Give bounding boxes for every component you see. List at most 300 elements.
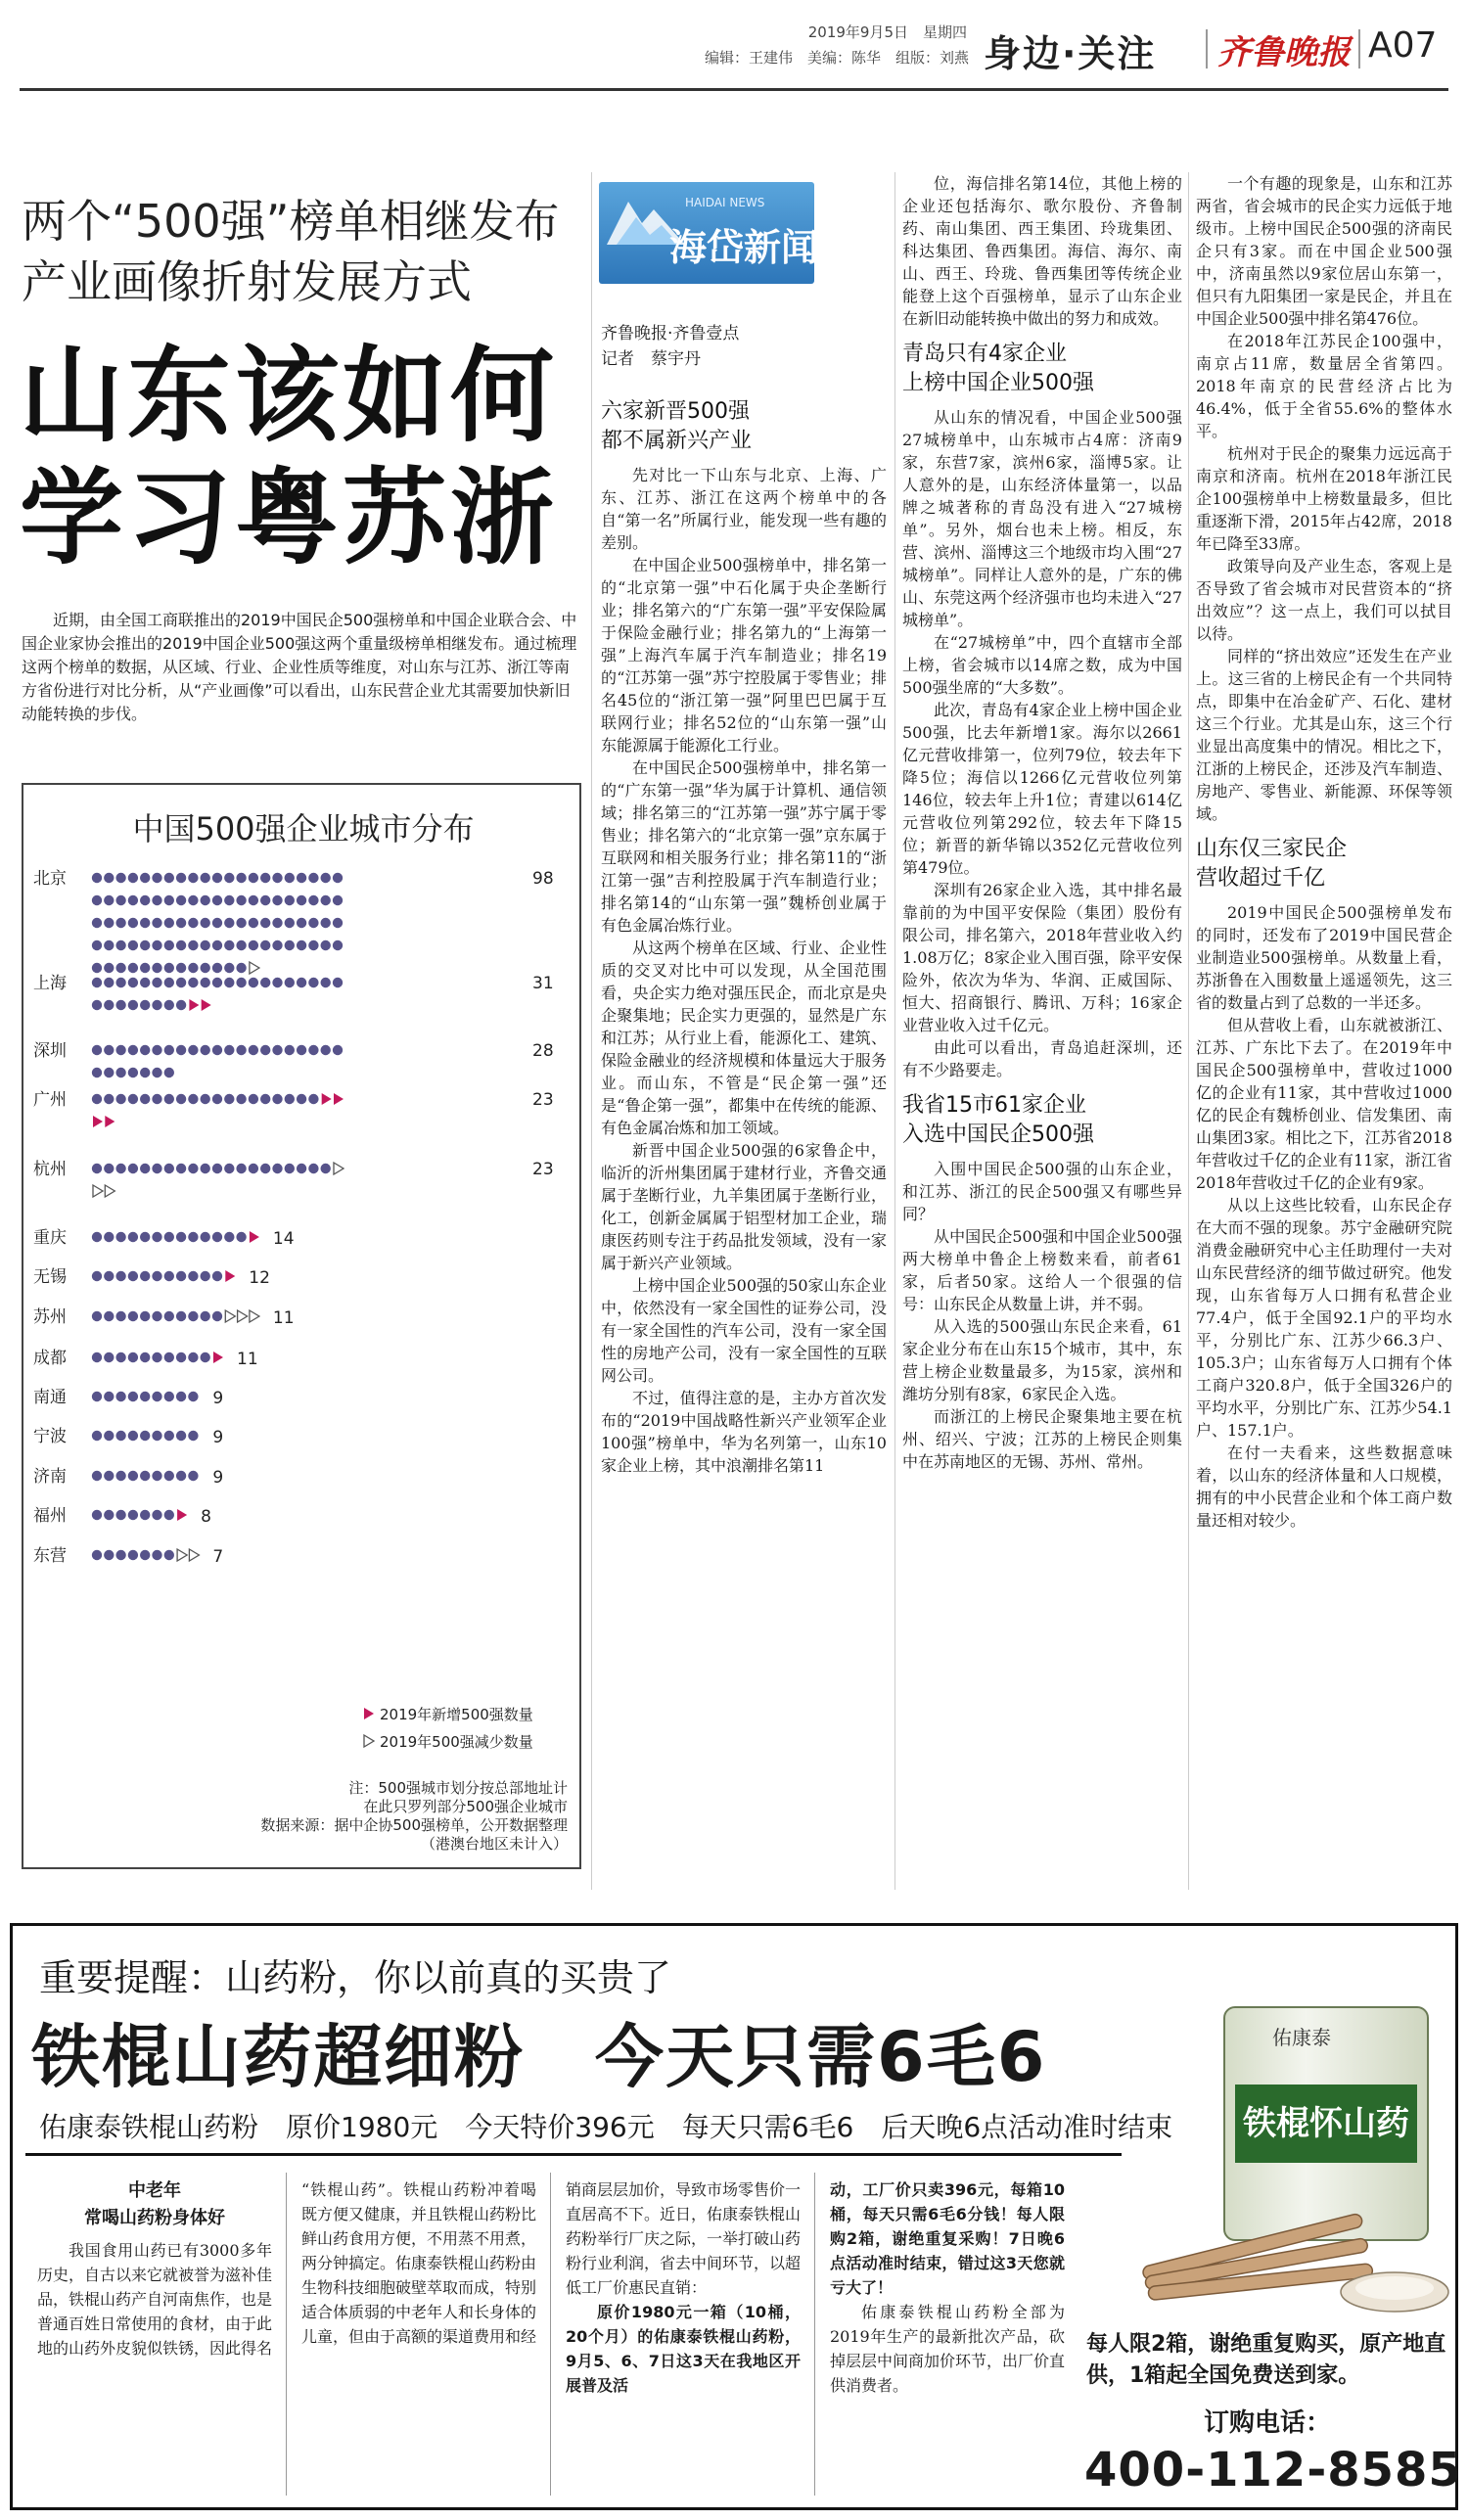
chart-city-label: 宁波 [33,1427,67,1446]
chart-dot [104,1471,114,1481]
chart-dot [128,1471,138,1481]
chart-dot [164,978,174,987]
chart-value-label: 98 [532,869,554,889]
byline-outlet: 齐鲁晚报·齐鲁壹点 [601,324,740,344]
chart-new-marker [93,1116,103,1127]
chart-dot [104,1094,114,1104]
chart-dot [308,895,318,905]
chart-city-label: 广州 [33,1090,67,1110]
chart-note: （港澳台地区未计入） [420,1835,568,1853]
chart-dot [176,963,186,973]
chart-dot [140,978,150,987]
chart-dot [297,940,306,950]
chart-note: 注：500强城市划分按总部地址计 [348,1779,568,1797]
chart-dot [188,1045,198,1055]
column-rule [1188,172,1189,1890]
chart-title: 中国500强企业城市分布 [132,810,475,848]
chart-dot [115,1392,125,1401]
editor-credits: 编辑：王建伟 美编：陈华 组版：刘燕 [704,49,969,67]
ad-title: 铁棍山药超细粉 今天只需6毛6 [31,2017,1047,2097]
chart-dot [285,895,295,905]
masthead-divider [1358,29,1360,69]
chart-dot [333,978,343,987]
chart-dot [152,1311,161,1321]
chart-dot [164,918,174,928]
chart-dot [128,1311,138,1321]
chart-city-label: 无锡 [33,1267,67,1287]
chart-dot [176,1164,186,1173]
chart-dot [92,1510,102,1520]
chart-dot [201,1352,210,1362]
chart-note: 数据来源：据中企协500强榜单，公开数据整理 [260,1816,568,1834]
chart-dot [321,873,331,883]
chart-dot [152,1392,161,1401]
chart-dot [272,895,282,905]
chart-new-marker [177,1509,187,1521]
chart-value-label: 12 [249,1268,270,1288]
chart-dot [128,1510,138,1520]
chart-new-marker [322,1093,332,1105]
chart-dot [164,1164,174,1173]
chart-dot [164,1392,174,1401]
chart-dot [140,1232,150,1242]
chart-drop-marker [177,1549,187,1561]
chart-dot [285,918,295,928]
chart-dot [321,918,331,928]
chart-dot [115,940,125,950]
chart-dot [128,1431,138,1441]
chart-dot [308,940,318,950]
product-can-brand: 佑康泰 [1272,2026,1331,2049]
chart-dot [104,1164,114,1173]
chart-city-label: 福州 [33,1506,67,1526]
chart-drop-marker [105,1185,115,1197]
chart-city-label: 东营 [33,1546,67,1566]
chart-dot [164,940,174,950]
ad-column-rule [814,2173,815,2496]
chart-dot [188,918,198,928]
chart-dot [321,978,331,987]
headline-line-2: 产业画像折射发展方式 [22,255,472,308]
section-title: 身边·关注 [984,32,1157,75]
lead-paragraph: 近期，由全国工商联推出的2019中国民企500强榜单和中国企业联合会、中国企业家协会推出的2019中国企业500强这两个重量级榜单相继发布。通过梳理这两个榜单的数据，从区域、行业、企业性质等维度，对山东与江苏、浙江等南方省份进行对比分析，从“产业画像”可以看出，山东民营企业尤其需要加快新旧动能转换的步伐。 [22,611,577,723]
chart-dot [212,940,222,950]
chart-dot [249,940,258,950]
chart-new-marker [225,1270,235,1282]
chart-city-label: 北京 [33,869,67,889]
ad-phone-number: 400-112-8585 [1084,2443,1462,2497]
chart-dot [128,895,138,905]
yam-illustration [1130,2202,1453,2319]
chart-dot [176,918,186,928]
chart-dot [92,1550,102,1560]
chart-dot [152,940,161,950]
chart-dot [224,978,234,987]
chart-dot [152,1471,161,1481]
chart-dot [152,873,161,883]
chart-dot [201,1232,210,1242]
chart-dot [188,1271,198,1281]
chart-dot [140,1068,150,1077]
chart-dot [176,1392,186,1401]
chart-dot [224,895,234,905]
chart-dot [201,1094,210,1104]
chart-dot [115,963,125,973]
chart-city-label: 上海 [33,974,67,993]
chart-dot [176,1232,186,1242]
chart-dot [260,1094,270,1104]
chart-dot [152,1045,161,1055]
chart-dot [140,1164,150,1173]
chart-dot [104,1311,114,1321]
chart-dot [140,940,150,950]
article-paragraph: 在“27城榜单”中，四个直辖市全部上榜，省会城市以14席之数，成为中国500强坐席的“大多数”。 [902,633,1182,697]
chart-dot [115,873,125,883]
product-can-label: 铁棍怀山药 [1235,2085,1417,2163]
chart-drop-marker [189,1549,199,1561]
chart-value-label: 14 [272,1229,295,1249]
ad-reminder: 重要提醒：山药粉，你以前真的买贵了 [39,1956,672,1999]
chart-dot [92,1094,102,1104]
chart-city-label: 杭州 [33,1160,67,1179]
chart-dot [115,1311,125,1321]
chart-dot [249,1164,258,1173]
chart-dot [176,1000,186,1010]
chart-value-label: 9 [212,1468,224,1488]
legend-drop-label: 2019年500强减少数量 [380,1733,533,1751]
chart-dot [152,963,161,973]
chart-dot [176,873,186,883]
chart-dot [321,940,331,950]
article-paragraph: 同样的“挤出效应”还发生在产业上。这三省的上榜民企有一个共同特点，即集中在冶金矿产、石化、建材这三个行业。尤其是山东，这三个行业显出高度集中的情况。相比之下，江浙的上榜民企，还涉及汽车制造、房地产、零售业、新能源、环保等领域。 [1196,647,1452,823]
chart-dot [212,1311,222,1321]
ad-column-3 [566,2177,801,2398]
chart-dot [128,1352,138,1362]
chart-dot [115,895,125,905]
chart-value-label: 9 [212,1389,224,1408]
chart-dot [236,1232,246,1242]
chart-dot [128,918,138,928]
chart-dot [115,1232,125,1242]
chart-dot [128,1094,138,1104]
ad-column-1 [37,2177,272,2360]
chart-dot [272,918,282,928]
chart-dot [104,1431,114,1441]
chart-dot [333,1045,343,1055]
chart-dot [212,918,222,928]
column-rule [591,172,592,1890]
byline-reporter: 记者 蔡宇丹 [601,349,701,369]
chart-dot [236,918,246,928]
chart-dot [140,1471,150,1481]
chart-dot [92,873,102,883]
chart-dot [152,1352,161,1362]
chart-new-marker [213,1352,223,1363]
chart-dot [140,1352,150,1362]
chart-dot [92,1232,102,1242]
chart-dot [224,873,234,883]
chart-dot [236,873,246,883]
chart-city-label: 深圳 [33,1041,67,1061]
chart-value-label: 11 [237,1350,258,1369]
article-subheading: 我省15市61家企业 入选中国民企500强 [902,1093,1094,1147]
ad-column-4 [830,2177,1065,2398]
chart-dot [128,963,138,973]
chart-dot [104,1045,114,1055]
chart-dot [297,978,306,987]
chart-drop-marker [238,1310,248,1322]
chart-dot [212,895,222,905]
chart-dot [249,895,258,905]
chart-dot [140,1550,150,1560]
chart-dot [104,1352,114,1362]
chart-dot [272,1164,282,1173]
chart-dot [92,978,102,987]
chart-dot [212,978,222,987]
chart-dot [140,895,150,905]
chart-dot [188,940,198,950]
chart-drop-marker [250,1310,259,1322]
chart-dot [104,978,114,987]
chart-dot [128,1164,138,1173]
chart-dot [128,1550,138,1560]
chart-dot [201,978,210,987]
chart-dot [176,1271,186,1281]
chart-dot [260,1164,270,1173]
logo-chinese: 海岱新闻 [669,226,819,269]
chart-dot [140,918,150,928]
article-column-2 [902,172,1182,1473]
chart-dot [92,940,102,950]
article-paragraph: 深圳有26家企业入选，其中排名最靠前的为中国平安保险（集团）股份有限公司，排名第六，2018年营业收入约1.08万亿；8家企业入围百强，除平安保险外，依次为华为、华润、正威国际、恒大、招商银行、腾讯、万科；16家企业营业收入过千亿元。 [902,881,1182,1034]
chart-dot [333,940,343,950]
chart-dot [152,895,161,905]
chart-dot [224,1094,234,1104]
chart-dot [140,1094,150,1104]
chart-dot [176,978,186,987]
chart-dot [236,1045,246,1055]
chart-dot [236,1094,246,1104]
newspaper-logo: 齐鲁晚报 [1217,33,1351,72]
chart-dot [201,1311,210,1321]
chart-dot [164,895,174,905]
chart-dot [128,1068,138,1077]
chart-dot [128,1392,138,1401]
chart-dot [92,1471,102,1481]
chart-dot [188,1311,198,1321]
chart-dot [176,895,186,905]
chart-dot [285,940,295,950]
chart-dot [188,963,198,973]
chart-dot [249,873,258,883]
chart-dot [104,1000,114,1010]
chart-dot [201,873,210,883]
chart-dot [201,895,210,905]
chart-new-marker [334,1093,344,1105]
chart-dot [176,940,186,950]
chart-dot [188,1392,198,1401]
chart-dot [321,1164,331,1173]
chart-dot [128,873,138,883]
article-paragraph: 由此可以看出，青岛追赶深圳，还有不少路要走。 [902,1038,1182,1079]
chart-new-marker [105,1116,115,1127]
chart-dot [308,978,318,987]
chart-dot [201,940,210,950]
chart-dot [140,963,150,973]
article-paragraph: 杭州对于民企的聚集力远远高于南京和济南。杭州在2018年浙江民企100强榜单中上榜数量最多，但比重逐渐下滑，2015年占42席，2018年已降至33席。 [1196,444,1452,553]
legend-new-marker [364,1708,374,1719]
ad-column-2 [301,2177,536,2349]
chart-dot [140,1271,150,1281]
chart-dot [92,1271,102,1281]
chart-dot [164,1431,174,1441]
article-paragraph: 从中国民企500强和中国企业500强两大榜单中鲁企上榜数来看，前者61家，后者50家。这给人一个很强的信号：山东民企从数量上讲，并不弱。 [902,1227,1182,1313]
chart-dot [333,918,343,928]
chart-dot [285,1164,295,1173]
article-paragraph: 从这两个榜单在区域、行业、企业性质的交叉对比中可以发现，从全国范围看，央企实力绝对强压民企，而北京是央企聚集地；民企实力更强的，显然是广东和江苏；从行业上看，能源化工、建筑、保险金融业的经济规模和体量远大于服务业。而山东，不管是“民企第一强”还是“鲁企第一强”，都集中在传统的能源、有色金属冶炼和加工领域。 [601,939,887,1137]
chart-dot [224,963,234,973]
chart-dot [212,1045,222,1055]
chart-dot [115,1352,125,1362]
chart-dot [92,1045,102,1055]
chart-dot [260,873,270,883]
chart-value-label: 8 [201,1507,211,1527]
article-paragraph: 从以上这些比较看，山东民企存在大而不强的现象。苏宁金融研究院消费金融研究中心主任助理付一夫对山东民营经济的细节做过研究。他发现，山东省每万人口拥有私营企业77.4户，低于全国92.1户的平均水平，分别比广东、江苏少66.3户、105.3户；山东省每万人口拥有个体工商户320.8户，低于全国326户的平均水平，分别比广东、江苏少54.1户、157.1户。 [1196,1196,1452,1440]
ad-text: “铁棍山药”。铁棍山药粉冲着喝既方便又健康，并且铁棍山药粉比鲜山药食用方便，不用蒸不用煮，两分钟搞定。佑康泰铁棍山药粉由生物科技细胞破壁萃取而成，特别适合体质弱的中老年人和长身体的儿童，但由于高额的渠道费用和经 [301,2180,537,2346]
chart-city-label: 重庆 [33,1228,67,1248]
article-paragraph: 入围中国民企500强的山东企业，和江苏、浙江的民企500强又有哪些异同？ [902,1160,1182,1223]
chart-dot [104,1510,114,1520]
article-subheading: 山东仅三家民企 营收超过千亿 [1196,837,1348,891]
chart-dot [164,1068,174,1077]
chart-drop-marker [250,962,259,974]
article-paragraph: 新晋中国企业500强的6家鲁企中，临沂的沂州集团属于建材行业，齐鲁交通属于垄断行业，九羊集团属于垄断行业，化工，创新金属属于铝型材加工企业，瑞康医药则专注于药品批发领域，没有一家属于新兴产业领域。 [601,1141,887,1272]
legend-new-label: 2019年新增500强数量 [380,1706,533,1723]
chart-dot [104,895,114,905]
chart-dot [152,978,161,987]
chart-value-label: 31 [532,974,554,993]
chart-dot [308,1094,318,1104]
chart-dot [140,1045,150,1055]
article-paragraph: 在付一夫看来，这些数据意味着，以山东的经济体量和人口规模，拥有的中小民营企业和个体工商户数量还相对较少。 [1196,1443,1452,1530]
chart-dot [188,1431,198,1441]
chart-dot [188,1352,198,1362]
chart-dot [164,1471,174,1481]
chart-dot [308,918,318,928]
chart-dot [164,1510,174,1520]
chart-dot [249,1094,258,1104]
ad-phone-label: 订购电话： [1204,2408,1332,2438]
chart-dot [128,978,138,987]
chart-dot [164,963,174,973]
chart-dot [152,1164,161,1173]
article-column-3 [1196,172,1452,1532]
chart-dot [115,978,125,987]
chart-value-label: 9 [212,1428,224,1447]
chart-dot [297,873,306,883]
chart-dot [92,1164,102,1173]
chart-dot [104,1068,114,1077]
chart-dot [321,1045,331,1055]
chart-dot [176,1352,186,1362]
chart-value-label: 7 [212,1547,224,1567]
chart-dot [297,895,306,905]
chart-dot [176,1471,186,1481]
chart-dot [272,940,282,950]
chart-dot [115,1550,125,1560]
chart-dot [128,940,138,950]
article-paragraph: 此次，青岛有4家企业上榜中国企业500强，比去年新增1家。海尔以2661亿元营收排第一，位列79位，较去年下降5位；海信以1266亿元营收位列第146位，较去年上升1位；青建以614亿元营收位列第292位，较去年下降15位；新晋的新华锦以352亿元营收位列第479位。 [902,701,1182,877]
masthead-divider [1206,29,1208,69]
chart-dot [92,1068,102,1077]
chart-dot [128,1000,138,1010]
chart-dot [140,1311,150,1321]
chart-dot [224,1045,234,1055]
chart-dot [188,895,198,905]
chart-dot [104,963,114,973]
chart-new-marker [250,1231,259,1243]
chart-dot [92,1392,102,1401]
article-paragraph: 先对比一下山东与北京、上海、广东、江苏、浙江在这两个榜单中的各自“第一名”所属行业，能发现一些有趣的差别。 [601,466,887,552]
chart-dot [140,1510,150,1520]
chart-dot [115,1045,125,1055]
ad-text: 佑康泰铁棍山药粉全部为2019年生产的最新批次产品，砍掉层层中间商加价环节，出厂价直供消费者。 [830,2303,1066,2395]
chart-dot [152,1094,161,1104]
masthead-rule [20,88,1448,91]
chart-dot [188,873,198,883]
chart-dot [152,1431,161,1441]
ad-price-line: 佑康泰铁棍山药粉 原价1980元 今天特价396元 每天只需6毛6 后天晚6点活动准时结束 [39,2111,1173,2143]
chart-dot [164,1271,174,1281]
chart-dot [188,1164,198,1173]
chart-dot [128,1232,138,1242]
article-paragraph: 在2018年江苏民企100强中，南京占11席，数量居全省第四。2018年南京的民营经济占比为46.4%，低于全省55.6%的整体水平。 [1196,332,1452,440]
chart-dot [140,1000,150,1010]
chart-dot [224,1232,234,1242]
chart-dot [176,1045,186,1055]
chart-dot [308,1164,318,1173]
chart-dot [164,1232,174,1242]
ad-text: 我国食用山药已有3000多年历史，自古以来它就被誉为滋补佳品，铁棍山药产自河南焦作，也是普通百姓日常使用的食材，由于此地的山药外皮貌似铁锈，因此得名 [37,2241,273,2358]
chart-dot [188,1094,198,1104]
chart-dot [92,918,102,928]
article-column-1 [601,172,887,1477]
chart-dot [140,873,150,883]
chart-dot [104,1392,114,1401]
chart-dot [297,1094,306,1104]
chart-dot [260,1045,270,1055]
article-paragraph: 不过，值得注意的是，主办方首次发布的“2019中国战略性新兴产业领军企业100强”榜单中，华为名列第一，山东10家企业上榜，其中浪潮排名第11 [601,1389,887,1475]
chart-dot [152,1550,161,1560]
chart-dot [104,1232,114,1242]
chart-value-label: 11 [272,1308,295,1328]
chart-dot [285,1094,295,1104]
article-paragraph: 政策导向及产业生态，客观上是否导致了省会城市对民营资本的“挤出效应”？这一点上，我们可以拭目以待。 [1196,557,1452,643]
chart-dot [297,918,306,928]
chart-dot [115,1000,125,1010]
chart-dot [201,963,210,973]
chart-drop-marker [225,1310,235,1322]
chart-new-marker [202,999,211,1011]
chart-city-label: 成都 [33,1349,67,1368]
article-paragraph: 但从营收上看，山东就被浙江、江苏、广东比下去了。在2019年中国民企500强榜单中，营收过1000亿的企业有11家，其中营收过1000亿的民企有魏桥创业、信发集团、南山集团3家。相比之下，江苏省2018年营收过千亿的企业有11家，浙江省2018年营收过千亿的企业有9家。 [1196,1016,1452,1192]
chart-dot [92,895,102,905]
chart-dot [140,1392,150,1401]
article-paragraph: 而浙江的上榜民企聚集地主要在杭州、绍兴、宁波；江苏的上榜民企则集中在苏南地区的无锡、苏州、常州。 [902,1407,1182,1471]
chart-dot [236,978,246,987]
chart-dot [201,1045,210,1055]
chart-dot [92,963,102,973]
